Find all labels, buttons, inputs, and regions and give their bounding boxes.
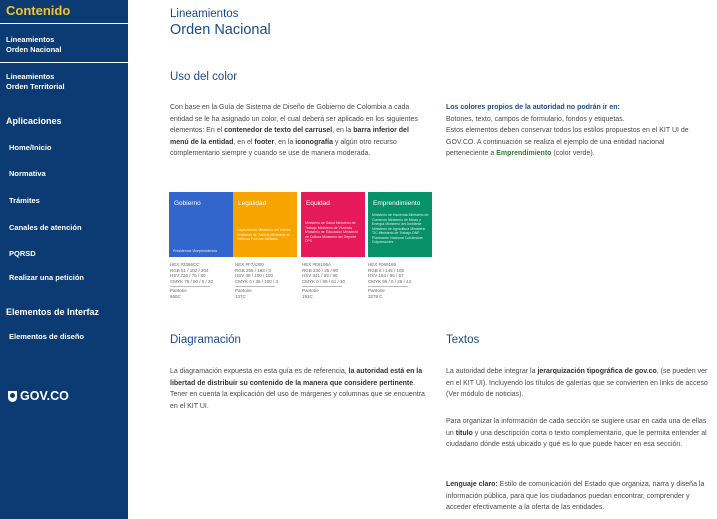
color-card-name: Equidad xyxy=(306,200,330,207)
color-card-equidad xyxy=(301,192,365,257)
sidebar-item-normativa[interactable]: Normativa xyxy=(9,169,46,178)
sidebar-item-label: Lineamientos xyxy=(6,35,55,44)
sidebar-item-label: Lineamientos xyxy=(6,72,55,81)
sidebar-item-elementos-diseno[interactable]: Elementos de diseño xyxy=(9,332,85,341)
textos-paragraph-1: La autoridad debe integrar la jerarquización tipográfica de gov.co, (se pueden ver en el KIT UI). Incluyendo los títulos de galerías que se convierten en links de acceso (Ver módulo de noticias). xyxy=(446,368,708,399)
section-heading-textos: Textos xyxy=(446,334,480,346)
uso-color-description: Con base en la Guía de Sistema de Diseño de Gobierno de Colombia a cada entidad se le ha asignado un color, el cual deberá ser aplicado en los siguientes elementos: En el contenedor de texto del carrusel, en la barra inferior del menú de la entidad, en el footer, en la iconografía y algún otro recurso complementario siempre y cuando se use de manera moderada. xyxy=(170,104,418,158)
sidebar-title: Contenido xyxy=(0,0,128,24)
sidebar-item-orden-nacional[interactable] xyxy=(0,35,61,55)
color-card-name: Emprendimiento xyxy=(373,200,421,207)
page-title: Orden Nacional xyxy=(170,22,271,38)
sidebar-item-label: Orden Nacional xyxy=(6,45,62,54)
color-card-emprendimiento xyxy=(368,192,432,257)
color-card-entities: Presidencia Vicepresidencia xyxy=(173,248,217,253)
color-card-name: Gobierno xyxy=(174,200,201,207)
sidebar-item-label: Orden Territorial xyxy=(6,82,65,91)
shield-icon xyxy=(8,391,17,402)
textos-paragraph-3: Lenguaje claro: Estilo de comunicación del Estado que organiza, narra y diseña la información pública, para que los ciudadanos puedan encontrar, comprender y acceder efectivamente a la oferta de las entidades. xyxy=(446,481,705,512)
section-heading-diagramacion: Diagramación xyxy=(170,334,241,346)
sidebar-item-pqrsd[interactable]: PQRSD xyxy=(9,249,36,258)
sidebar xyxy=(0,0,128,519)
logo-text: GOV.CO xyxy=(20,389,69,403)
sidebar-divider xyxy=(0,62,128,63)
section-heading-uso-color: Uso del color xyxy=(170,71,238,83)
textos-paragraph-2: Para organizar la información de cada sección se sugiere usar en cada una de ellas un título y una descripción corta o texto complementario, que le permita entender al ciudadano dónde está ubicado y qué es lo que puede hacer en esa sección. xyxy=(446,418,707,449)
color-spec-legalidad: HEX #F7A300 RGB 255 / 163 / 0 HSV 39 / 100 / 100 CMYK 0 / 36 / 100 / 3 Pantone 137C xyxy=(235,262,279,299)
main-content xyxy=(128,0,717,519)
sidebar-section-aplicaciones: Aplicaciones xyxy=(6,116,62,126)
sidebar-item-canales[interactable]: Canales de atención xyxy=(9,223,82,232)
color-card-entities: Capacitación Ministerio del Interior Ministerio de Justicia Ministerio de Defensa Fuerzas militares xyxy=(237,228,291,241)
sidebar-section-interfaz: Elementos de Interfaz xyxy=(6,307,100,317)
color-spec-gobierno: HEX #3366CC RGB 51 / 102 / 204 HSV 220 / 75 / 80 CMYK 75 / 50 / 0 / 20 Pantone 660C xyxy=(170,262,214,299)
color-card-legalidad xyxy=(233,192,297,257)
color-spec-emprendimiento: HEX #069169 RGB 6 / 145 / 105 HSV 163 / 96 / 57 CMYK 96 / 0 / 28 / 43 Pantone 3278 C xyxy=(368,262,412,299)
color-spec-equidad: HEX #E6195A RGB 230 / 25 / 90 HSV 341 / 89 / 90 CMYK 0 / 89 / 61 / 10 Pantone 192C xyxy=(302,262,346,299)
sidebar-item-orden-territorial[interactable] xyxy=(0,72,65,92)
sidebar-item-tramites[interactable]: Trámites xyxy=(9,196,40,205)
color-card-name: Legalidad xyxy=(238,200,267,207)
sidebar-item-home[interactable]: Home/Inicio xyxy=(9,143,52,152)
govco-logo[interactable] xyxy=(8,389,69,403)
page-pre-title: Lineamientos xyxy=(170,8,239,20)
color-card-entities: Ministerio de Salud Ministerio de Trabajo Ministerio de Vivienda Ministerio de Educación Ministerio de Cultura Ministerio del Deporte DPS xyxy=(305,221,359,243)
color-card-entities: Ministerio de Hacienda Ministerio de Comercio Ministerio de Minas y Energía Ministerio del Ambiente Ministerio de Agricultura Ministerio TIC Ministerio de Trabajo DNP - Planeación Nacional Colciencias Colpensiones xyxy=(372,213,429,244)
color-card-gobierno xyxy=(169,192,233,257)
sidebar-item-peticion[interactable]: Realizar una petición xyxy=(9,273,85,282)
diagramacion-description: La diagramación expuesta en esta guía es de referencia, la autoridad está en la libertad de distribuir su contenido de la manera que considere pertinente. Tener en cuenta la explicación del uso de márgenes y columnas que se encuentra en el KIT UI. xyxy=(170,368,425,410)
uso-color-restrictions: Los colores propios de la autoridad no podrán ir en: Botones, texto, campos de formulario, fondos y etiquetas. Estos elementos deben conservar todos los estilos propuestos en el KIT UI de GOV.CO. A continuación se realiza el ejemplo de una entidad nacional perteneciente a Emprendimiento (color verde). xyxy=(446,104,689,158)
